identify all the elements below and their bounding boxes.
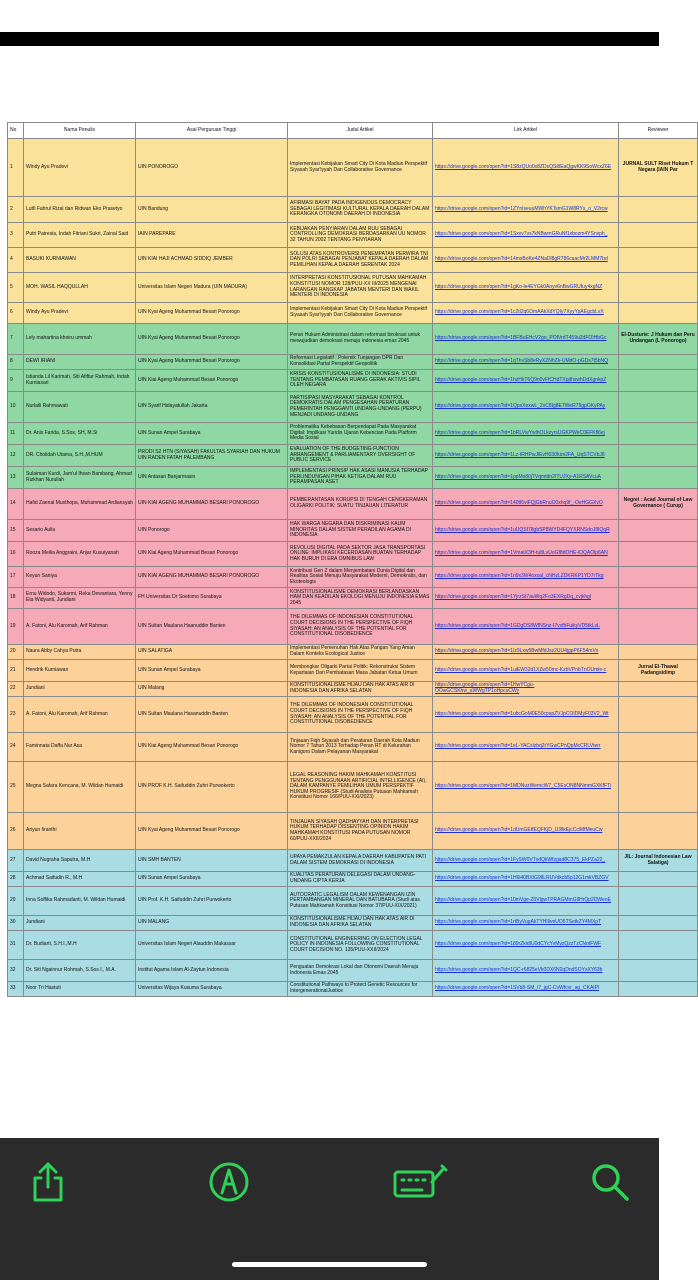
- reviewer-cell: [619, 197, 698, 223]
- institution-cell: UIN Sultan Maulana Hasanuddin Banten: [136, 697, 288, 733]
- reviewer-cell: [619, 931, 698, 960]
- institution-cell: UIN Kiai Ageng Muhammad Besari Ponorogo: [136, 733, 288, 762]
- table-row: [8, 355, 698, 370]
- table-row: [8, 762, 698, 813]
- header-reviewer: Reviewer: [619, 123, 698, 139]
- institution-cell: UIN KIAI AGENG MUHAMMAD BESARI PONOROGO: [136, 567, 288, 588]
- institution-cell: UIN Kyai Ageng Muhammad Besari Ponorogo: [136, 355, 288, 370]
- article-link-cell[interactable]: https://drive.google.com/open?id=10mVge-Z0VlgwTPRAGMmGlIHrQp2DWeoE: [433, 887, 619, 916]
- institution-cell: UIN Sunan Ampel Surabaya: [136, 423, 288, 445]
- share-icon: [26, 1160, 70, 1204]
- status-area: [0, 0, 659, 32]
- article-title-cell: IMPLEMENTASI PRINSIP HAK ASASI MANUSIA TERHADAP PERLINDUNGAN PIHAK KETIGA DALAM RUU PERAMPASAN ASET: [288, 467, 433, 489]
- row-number: 30: [8, 916, 24, 931]
- submissions-table: [7, 122, 698, 997]
- author-cell: DR. Cholidah Utama, S.H.,M.HUM: [24, 445, 136, 467]
- table-row: [8, 872, 698, 887]
- article-title-cell: CONSTITUTIONAL ENGINEERING ON ELECTION LEGAL POLICY IN INDONESIA FOLLOWING CONSTITUTIONAL COURT DECISION NO. 135/PUU-XXII/2024: [288, 931, 433, 960]
- row-number: 12: [8, 445, 24, 467]
- article-link-cell[interactable]: https://drive.google.com/open?id=1S8zQUo0x8ZDsQSi8EaQgwKK9SoWcxZ6E: [433, 139, 619, 197]
- author-cell: Noor Tri Hastuti: [24, 982, 136, 997]
- article-link-cell[interactable]: https://drive.google.com/open?id=1Iz9Lxw5BwMfdJsz2UU4jgpP6F54mVx: [433, 645, 619, 660]
- reviewer-cell: [619, 520, 698, 542]
- reviewer-cell: [619, 567, 698, 588]
- row-number: 26: [8, 813, 24, 850]
- table-row: [8, 223, 698, 248]
- article-title-cell: Penguatan Demokrasi Lokal dan Otonomi Daerah Menuju Indonesia Emas 2045: [288, 960, 433, 982]
- author-cell: Dr. Siti Ngainnur Rohmah, S.Sos.I., M.A.: [24, 960, 136, 982]
- article-title-cell: REVOLUSI DIGITAL PADA SEKTOR JASA TRANSPORTASI ONLINE: IMPLIKASI KECERDASAN BUATAN TERHADAP HAK BURUH DI ERA OMNIBUS LAW: [288, 542, 433, 567]
- table-row: [8, 303, 698, 324]
- article-title-cell: Tinjauan Fiqh Siyasah dan Peraturan Daerah Kota Madiun Nomor 7 Tahun 2013 Terhadap Peran RT di Kelurahan Kanigoro Dalam Pelayanan Masyarakat: [288, 733, 433, 762]
- article-title-cell: THE DILEMMAS OF INDONESIAN CONSTITUTIONAL COURT DECISIONS IN THE PERSPECTIVE OF FIQH SIYASAH: AN ANALYSIS OF THE POTENTIAL FOR CONSTITUTIONAL DISOBEDIENCE: [288, 609, 433, 645]
- row-number: 29: [8, 887, 24, 916]
- article-title-cell: SOLUSI ATAS KONTROVERSI PENEMPATAN PERWIRA TNI DAN POLRI SEBAGAI PENJABAT KEPALA DAERAH DALAM PEMILIHAN KEPALA DAERAH SERENTAK 2024: [288, 248, 433, 273]
- author-cell: Naura Abby Cahya Putra: [24, 645, 136, 660]
- reviewer-cell: [619, 887, 698, 916]
- institution-cell: UIN Sultan Maulana Haanuddin Banten: [136, 609, 288, 645]
- article-link-cell[interactable]: https://drive.google.com/open?id=1QC-r6825eVk0DX6N2qDndSOYsXY63b: [433, 960, 619, 982]
- author-cell: Ernu Widodo, Sukarmi, Reka Dewantara, Yenny Eta Widyanti, Jundiani: [24, 588, 136, 609]
- row-number: 20: [8, 645, 24, 660]
- markup-icon: [207, 1160, 251, 1204]
- article-link-cell[interactable]: https://drive.google.com/open?id=1ubcGoM0E50cpspZVJpCOIDMyF03V2_Wt: [433, 697, 619, 733]
- table-row: [8, 682, 698, 697]
- article-link-cell[interactable]: https://drive.google.com/open?id=1n9x3W4oxxal_cNHzLZDKRKP1YD7rTkg: [433, 567, 619, 588]
- article-title-cell: AUTOCRATIC LEGALISM DALAM KEWENANGAN IZIN PERTAMBANGAN MINERAL DAN BATUBARA (Studi atas Putusan Mahkamah Konstitusi Nomor 37/PUU-XIX/2021): [288, 887, 433, 916]
- author-cell: Dr. Budiarti, S.H.I.,M.H: [24, 931, 136, 960]
- reviewer-cell: [619, 982, 698, 997]
- institution-cell: PRODI S2 HTN (SIYASAH) FAKULTAS SYARIAH DAN HUKUM UIN RADEN FATAH PALEMBANG: [136, 445, 288, 467]
- reviewer-cell: [619, 423, 698, 445]
- table-row: [8, 660, 698, 682]
- reviewer-cell: [619, 960, 698, 982]
- table-row: [8, 567, 698, 588]
- row-number: 11: [8, 423, 24, 445]
- article-title-cell: KONSTITUSIONALISME HIJAU DAN HAK ATAS AIR DI INDONESIA DAN AFRIKA SELATAN: [288, 682, 433, 697]
- row-number: 18: [8, 588, 24, 609]
- row-number: 21: [8, 660, 24, 682]
- institution-cell: UIN Bandung: [136, 197, 288, 223]
- article-title-cell: AFIRMASI BAYAT PADA INDIGENOUS DEMOCRACY SEBAGAI LEGITIMASI KULTURAL KEPALA DAERAH DALAM KERANGKA OTONOMI DAERAH DI INDONESIA: [288, 197, 433, 223]
- author-cell: Windy Ayu Pradevi: [24, 139, 136, 197]
- author-cell: Hendrik Kurniawan: [24, 660, 136, 682]
- header-nama-penulis: Nama Penulis: [24, 123, 136, 139]
- article-link-cell[interactable]: https://drive.google.com/open?id=1FySW0VTxdQkWfzgad8C375_EkPZa22_: [433, 850, 619, 872]
- institution-cell: UIN Kyai Ageng Muhammad Besari Ponorogo: [136, 303, 288, 324]
- table-row: [8, 850, 698, 872]
- search-icon: [588, 1160, 632, 1204]
- reviewer-cell: El-Dusturie: J Hukum dan Peru Undangan (L Ponorogo): [619, 324, 698, 355]
- table-row: [8, 588, 698, 609]
- article-title-cell: Implementasi Kebijakan Smart City Di Kota Madiun Perspektif Siyasah Syar'iyyah Dan Collaborative Governance: [288, 303, 433, 324]
- reviewer-cell: [619, 682, 698, 697]
- institution-cell: UIN Kyai Ageng Muhammad Besari Ponorogo: [136, 324, 288, 355]
- row-number: 6: [8, 303, 24, 324]
- table-row: [8, 139, 698, 197]
- reviewer-cell: Negrei : Acad Journal of Law Governance ( Curup): [619, 489, 698, 520]
- reviewer-cell: [619, 813, 698, 850]
- row-number: 22: [8, 682, 24, 697]
- institution-cell: UIN Kiai Ageng Muhammad Besari Ponorogo: [136, 542, 288, 567]
- institution-cell: UIN Antasari Banjarmasin: [136, 467, 288, 489]
- article-link-cell[interactable]: https://drive.google.com/open?id=1eL-YACslzbq2rYGwCPnQpMcCRLVterr: [433, 733, 619, 762]
- author-cell: David Nugraha Saputra, M.H: [24, 850, 136, 872]
- table-row: [8, 887, 698, 916]
- article-link-cell[interactable]: https://drive.google.com/open?id=1MDNuzWemcW7_C5EsON8NNmmGXKfFTi: [433, 762, 619, 813]
- article-link-cell[interactable]: https://drive.google.com/open?id=1YjrzSt7auWq2Fo3EXRgDq_cvjkhgl: [433, 588, 619, 609]
- table-row: [8, 445, 698, 467]
- article-link-cell[interactable]: https://drive.google.com/open?id=1Lz-tRHPwJlEvH030fum2FA_UqSTCVbJ8: [433, 445, 619, 467]
- header-judul-artikel: Judul Artikel: [288, 123, 433, 139]
- article-title-cell: PEMBERANTASAN KORUPSI DI TENGAH CENGKERAMAN OLIGARKI POLITIK: SUATU TINJAUAN LITERATUR: [288, 489, 433, 520]
- author-cell: Megna Safara Kencana, M. Wildan Humaidi: [24, 762, 136, 813]
- search-button[interactable]: [588, 1160, 632, 1204]
- reviewer-cell: [619, 273, 698, 303]
- institution-cell: UIN Kyai Ageng Muhammad Besari Ponorogo: [136, 813, 288, 850]
- row-number: 10: [8, 392, 24, 423]
- row-number: 7: [8, 324, 24, 355]
- article-link-cell[interactable]: https://drive.google.com/open?id=14msBoKe4ZNaDl8gR786cuacMr2LMM7bd: [433, 248, 619, 273]
- article-title-cell: PARTISIPASI MASYARAKAT SEBAGAI KONTROL DEMOKRATIS DALAM PENGESAHAN PERATURAN PEMERINTAH PENGGANTI UNDANG-UNDANG (PERPU) MENJADI UNDANG-UNDANG: [288, 392, 433, 423]
- article-title-cell: Peran Hukum Administrasi dalam reformasi birokrasi untuk mewujudkan demokrasi menuju indonesia emas 2045: [288, 324, 433, 355]
- table-body: [8, 139, 698, 997]
- table-row: [8, 982, 698, 997]
- home-indicator: [232, 1262, 427, 1267]
- reviewer-cell: [619, 542, 698, 567]
- table-row: [8, 813, 698, 850]
- table-row: [8, 248, 698, 273]
- article-title-cell: INTERPRETASI KONSTITUSIONAL PUTUSAN MAHKAMAH KONSTITUSI NOMOR 128/PUU-XX III/2025 MENGENAI LARANGAN RANGKAP JABATAN MENTERI DAN WAKIL MENTERI DI INDONESIA: [288, 273, 433, 303]
- row-number: 16: [8, 542, 24, 567]
- institution-cell: UIN MALANG: [136, 916, 288, 931]
- author-cell: BASUKI KURNIAWAN: [24, 248, 136, 273]
- table-row: [8, 609, 698, 645]
- article-title-cell: THE DILEMMAS OF INDONESIAN CONSTITUTIONAL COURT DECISIONS IN THE PERSPECTIVE OF FIQH SIYASAH: AN ANALYSIS OF THE POTENTIAL FOR CONSTITUTIONAL DISOBEDIENCE: [288, 697, 433, 733]
- table-row: [8, 542, 698, 567]
- institution-cell: UIN PONOROGO: [136, 139, 288, 197]
- article-link-cell[interactable]: https://drive.google.com/open?id=1gKo-le4EYGk0Anyv6nBwGRUfuy4xgNZ: [433, 273, 619, 303]
- article-title-cell: TINJAUAN SIYASAH QADHAYYAH DAN INTERPRETASI HUKUM TERHADAP DISSENTING OPINION HAKIM MAHKAMAH KONSTITUSI PADA PUTUSAN NOMOR 60/PUU-XXII/2024: [288, 813, 433, 850]
- spreadsheet-view[interactable]: [7, 122, 695, 1084]
- article-link-cell[interactable]: https://drive.google.com/open?id=189rZkidIU0dCYcYvMyzQzzTzCNotFWF: [433, 931, 619, 960]
- row-number: 32: [8, 960, 24, 982]
- row-number: 27: [8, 850, 24, 872]
- institution-cell: UIN KIAI AGENG MUHAMMAD BESARI PONOROGO: [136, 489, 288, 520]
- row-number: 5: [8, 273, 24, 303]
- row-number: 33: [8, 982, 24, 997]
- row-number: 13: [8, 467, 24, 489]
- author-cell: A. Fatoni, Alu Karomah, Arif Rahman: [24, 609, 136, 645]
- author-cell: Hafid Zaenal Musthopa, Muhammad Ardiansyah: [24, 489, 136, 520]
- reviewer-cell: [619, 445, 698, 467]
- article-link-cell[interactable]: https://drive.google.com/open?id=1uUQSf78gbSP8WYD4FQYXRNSdoJ8IQqR: [433, 520, 619, 542]
- institution-cell: UIN Sunan Ampel Surabaya: [136, 872, 288, 887]
- article-link-cell[interactable]: https://drive.google.com/open?id=140tI6viFQjGbRnuO0xhq9f_-OeHGGXvO: [433, 489, 619, 520]
- article-link-cell[interactable]: https://drive.google.com/open?id=1hzHkT6Q9n0vFfCHdTXpjthswhDdXgnkpZ: [433, 370, 619, 392]
- author-cell: Lely mahartina khoiru ummah: [24, 324, 136, 355]
- table-row: [8, 423, 698, 445]
- keyboard-button[interactable]: [392, 1160, 436, 1204]
- reviewer-cell: [619, 355, 698, 370]
- article-link-cell[interactable]: https://drive.google.com/open?id=1QpxXexwL_2vC8Ig8E7WeR75gpOKyPAy: [433, 392, 619, 423]
- table-row: [8, 520, 698, 542]
- reviewer-cell: [619, 645, 698, 660]
- institution-cell: IAIN PAREPARE: [136, 223, 288, 248]
- author-cell: Sulaiman Kurdi, Jam'ul Ihsan Bambang, Ahmad Rizkhan Nurullah: [24, 467, 136, 489]
- institution-cell: Universitas Islam Negeri Alauddin Makassar: [136, 931, 288, 960]
- table-row: [8, 197, 698, 223]
- author-cell: Istianda Lil Karimah, Siti Afiftur Rahmah, Indah Kurniasari: [24, 370, 136, 392]
- article-title-cell: KONSTITUSIONALISME HIJAU DAN HAK ATAS AIR DI INDONESIA DAN AFRIKA SELATAN: [288, 916, 433, 931]
- author-cell: Jundiani: [24, 916, 136, 931]
- table-row: [8, 370, 698, 392]
- top-black-bar: [0, 32, 659, 46]
- row-number: 9: [8, 370, 24, 392]
- article-link-cell[interactable]: https://drive.google.com/open?id=1qThvSb8eRyXZNhZk-UMdO-pGDs7t5bNQ: [433, 355, 619, 370]
- article-title-cell: KUALITAS PERATURAN DELEGASI DALAM UNDANG-UNDANG CIPTA KERJA: [288, 872, 433, 887]
- article-link-cell[interactable]: https://drive.google.com/open?id=1Sxvv7vs7kNBwmGRuNf1xbozm4YSnxph_: [433, 223, 619, 248]
- header-link-artikel: Lirk Artikel: [433, 123, 619, 139]
- row-number: 31: [8, 931, 24, 960]
- header-asal-perguruan-tinggi: Asal Perguruan Tinggi: [136, 123, 288, 139]
- row-number: 4: [8, 248, 24, 273]
- table-row: [8, 467, 698, 489]
- row-number: 25: [8, 762, 24, 813]
- row-number: 1: [8, 139, 24, 197]
- row-number: 8: [8, 355, 24, 370]
- table-row: [8, 273, 698, 303]
- reviewer-cell: [619, 392, 698, 423]
- article-link-cell[interactable]: https://drive.google.com/open?id=1BFBuEHcV2go_POfVrdT459u2dFOIHbGc: [433, 324, 619, 355]
- institution-cell: FH Universitas Dr Soetomo Surabaya: [136, 588, 288, 609]
- reviewer-cell: [619, 872, 698, 887]
- institution-cell: UIN Syarif Hidayatullah Jakarta: [136, 392, 288, 423]
- article-title-cell: UPAYA PEMAKZULAN KEPALA DAERAH KABUPATEN PATI DALAM SISTEM DEMOKRASI DI INDONESIA: [288, 850, 433, 872]
- article-link-cell[interactable]: https://drive.google.com/open?id=1HwYCgu-OOwGCSKhw_aWWgTP1oHpcuCWy: [433, 682, 619, 697]
- row-number: 3: [8, 223, 24, 248]
- institution-cell: UIN Ponorogo: [136, 520, 288, 542]
- author-cell: Sesario Aulia: [24, 520, 136, 542]
- author-cell: Dr. Anis Farida, S.Sos, SH, M.Si: [24, 423, 136, 445]
- institution-cell: Universitas Wijaya Kusuma Surabaya: [136, 982, 288, 997]
- author-cell: Rooza Meilia Anggraini, Anjar Kusuiyanah: [24, 542, 136, 567]
- article-title-cell: Constitutional Pathways to Protect Genetic Resources for IntergenerationalJustice: [288, 982, 433, 997]
- author-cell: Putri Patresia, Indah Fitriani Sukri, Zainal Said: [24, 223, 136, 248]
- table-row: [8, 697, 698, 733]
- author-cell: Jundiani: [24, 682, 136, 697]
- row-number: 14: [8, 489, 24, 520]
- article-title-cell: Implementasi Kebijakan Smart City Di Kota Madiun Perspektif Siyasah Syar'iyyah Dan Collaborative Governance: [288, 139, 433, 197]
- row-number: 28: [8, 872, 24, 887]
- institution-cell: UIN KIAI HAJI ACHMAD SIDDIQ JEMBER: [136, 248, 288, 273]
- reviewer-cell: [619, 609, 698, 645]
- author-cell: Nurlaili Rahmawati: [24, 392, 136, 423]
- institution-cell: Universitas Islam Negeri Madura (UIN MADURA): [136, 273, 288, 303]
- institution-cell: Institut Agama Islam Al-Zaytun Indonesia: [136, 960, 288, 982]
- row-number: 2: [8, 197, 24, 223]
- reviewer-cell: [619, 467, 698, 489]
- author-cell: A. Fatoni, Alu Karomah, Arif Rahman: [24, 697, 136, 733]
- author-cell: Faminnata Daffa Nur Asa: [24, 733, 136, 762]
- table-row: [8, 916, 698, 931]
- author-cell: Inna Soffika Rahmadanti, M. Wildan Humaidi: [24, 887, 136, 916]
- share-button[interactable]: [26, 1160, 70, 1204]
- keyboard-icon: [392, 1160, 448, 1204]
- article-title-cell: Kontribusi Gen Z dalam Menjembatani Dunia Digital dan Realitas Sosial Menuju Masyarakat Modernl, Demokratis, dan Ekoteologis: [288, 567, 433, 588]
- article-title-cell: Implementasi Pemenuhan Hak Atas Pangan Yang Aman Dalam Konteks Ecological Justice: [288, 645, 433, 660]
- article-link-cell[interactable]: https://drive.google.com/open?id=1GDgDS8WfNSnz-I7vxfbFuikyVD5tkLvL: [433, 609, 619, 645]
- reviewer-cell: [619, 916, 698, 931]
- author-cell: DEWI IRIANI: [24, 355, 136, 370]
- reviewer-cell: Jurnal El-Thawal Padangsidimp: [619, 660, 698, 682]
- row-number: 15: [8, 520, 24, 542]
- author-cell: Achmad Saifudin R., M.H: [24, 872, 136, 887]
- reviewer-cell: [619, 588, 698, 609]
- row-number: 17: [8, 567, 24, 588]
- row-number: 23: [8, 697, 24, 733]
- article-link-cell[interactable]: https://drive.google.com/open?id=1c2tl2q6OmAAkXdYQIy7XyyYpAEgcbLvX: [433, 303, 619, 324]
- table-row: [8, 645, 698, 660]
- article-link-cell[interactable]: https://drive.google.com/open?id=1VmatX3H-tu8LvUoGf8dOHE-lOQAOlp6AN: [433, 542, 619, 567]
- article-link-cell[interactable]: https://drive.google.com/open?id=1SVb8-SM_i7_jgC-CvWfcvr_ag_CKAIPl: [433, 982, 619, 997]
- author-cell: Keyun Saniya: [24, 567, 136, 588]
- reviewer-cell: [619, 223, 698, 248]
- article-link-cell[interactable]: https://drive.google.com/open?id=1ppMs80jTVqmtdn2ITUJXy-A1RSAVcuA: [433, 467, 619, 489]
- reviewer-cell: JURNAL SULT Riset Hukum T Negara (IAIN Par: [619, 139, 698, 197]
- table-header-row: [8, 123, 698, 139]
- bottom-toolbar: [0, 1138, 659, 1280]
- author-cell: Windy Ayu Pradevi: [24, 303, 136, 324]
- reviewer-cell: [619, 762, 698, 813]
- table-row: [8, 392, 698, 423]
- article-link-cell[interactable]: https://drive.google.com/open?id=1dUmGEtfEQFKjD_U3llkEjcCciMfMeuCw: [433, 813, 619, 850]
- article-link-cell[interactable]: https://drive.google.com/open?id=1uiEW32d1XZw50mc-KzbVPnbTnOUmle-c: [433, 660, 619, 682]
- reviewer-cell: JIL: Journal Indonesian Law Salatiga): [619, 850, 698, 872]
- author-cell: MOH. WASIL HAQQULLAH: [24, 273, 136, 303]
- table-row: [8, 324, 698, 355]
- header-no: No: [8, 123, 24, 139]
- article-link-cell[interactable]: https://drive.google.com/open?id=1ZYnIseuuMWhYKTsmG1W8RYs_o_V2rcw: [433, 197, 619, 223]
- institution-cell: UIN PROF K.H. Saifuddin Zuhri Purwokerto: [136, 762, 288, 813]
- author-cell: Ariyun firanthi: [24, 813, 136, 850]
- reviewer-cell: [619, 697, 698, 733]
- article-title-cell: Reformasi Legislatif : Polemik Tunjangan DPR Dan Konsolidasi Partai Perspektif Geopolitik: [288, 355, 433, 370]
- reviewer-cell: [619, 733, 698, 762]
- article-title-cell: EVALUATION OF THE BUDGETING FUNCTION ARRANGEMENT & PARLIAMENTARY OVERSIGHT OF PUBLIC SERVICE: [288, 445, 433, 467]
- article-link-cell[interactable]: https://drive.google.com/open?id=1H6i40BXtG9IlLRUVdkcb5p12G1mkVBZGV: [433, 872, 619, 887]
- article-title-cell: KRISIS KONSTITUSIONALISME DI INDONESIA: STUDI TENTANG PEMBATASAN RUANG GERAK AKTIVIS SIPIL OLEH NEGARA: [288, 370, 433, 392]
- table-row: [8, 931, 698, 960]
- reviewer-cell: [619, 303, 698, 324]
- row-number: 19: [8, 609, 24, 645]
- institution-cell: UIN Malang: [136, 682, 288, 697]
- reviewer-cell: [619, 248, 698, 273]
- institution-cell: UIN Prof. K.H. Saifuddin Zuhri Purwokerto: [136, 887, 288, 916]
- article-title-cell: KONSTITUSIONALISME DEMOKRASI BERLANDASKAN HAM DAN KEADILAN EKOLOGI MENUJU INDONESIA EMAS 2045: [288, 588, 433, 609]
- table-row: [8, 489, 698, 520]
- row-number: 24: [8, 733, 24, 762]
- author-cell: Lutfi Fahrul Rizal dan Ridwan Eko Prasetyo: [24, 197, 136, 223]
- table-row: [8, 960, 698, 982]
- institution-cell: UIN SALATIGA: [136, 645, 288, 660]
- markup-button[interactable]: [207, 1160, 251, 1204]
- institution-cell: UIN SMH BANTEN: [136, 850, 288, 872]
- article-title-cell: HAK WARGA NEGARA DAN DISKRIMINASI KAUM MINORITAS DALAM SISTEM PERADILAN AGAMA DI INDONESIA: [288, 520, 433, 542]
- institution-cell: UIN Sunan Ampel Surabaya: [136, 660, 288, 682]
- article-title-cell: Problematika Kebebasan Berpendapat Pada Masyarakat Digital: Implikasi Yuridis Ujaran Kebencian Pada Platform Media Sosial: [288, 423, 433, 445]
- article-title-cell: KEBIJAKAN PENYIARAN DALAM RUU SEBAGAI CONTROLLING DEMOKRASI BERDASARKAN UU NOMOR 32 TAHUN 2002 TENTANG PENYIARAN: [288, 223, 433, 248]
- institution-cell: UIN Kiai Ageng Muhammad Besari Ponorogo: [136, 370, 288, 392]
- article-link-cell[interactable]: https://drive.google.com/open?id=1bRLVwYwlhOLkzyrsUGKPWeC0EFKfl6ej: [433, 423, 619, 445]
- article-link-cell[interactable]: https://drive.google.com/open?id=1rtByVugAkTYHlIiveUO5TSetkZY4MXpT: [433, 916, 619, 931]
- reviewer-cell: [619, 370, 698, 392]
- article-title-cell: Membongkar Oligarki Partai Politik: Rekonstruksi Sistem Kepartaian Dan Pembatasan Masa Jabatan Ketua Umum: [288, 660, 433, 682]
- table-row: [8, 733, 698, 762]
- article-title-cell: LEGAL REASONING HAKIM MAHKAMAH KONSTITUSI TENTANG PENGGUNAAN ARTIFICIAL INTELLIGENCE (AI), DALAM KAMPANYE PEMILIHAN UMUM PERSPEKTIF HUKUM PROGRESIF (Studi Analisis Putusan Mahkamah Konstitusi Nomor 166/PUU-XXI/2023): [288, 762, 433, 813]
